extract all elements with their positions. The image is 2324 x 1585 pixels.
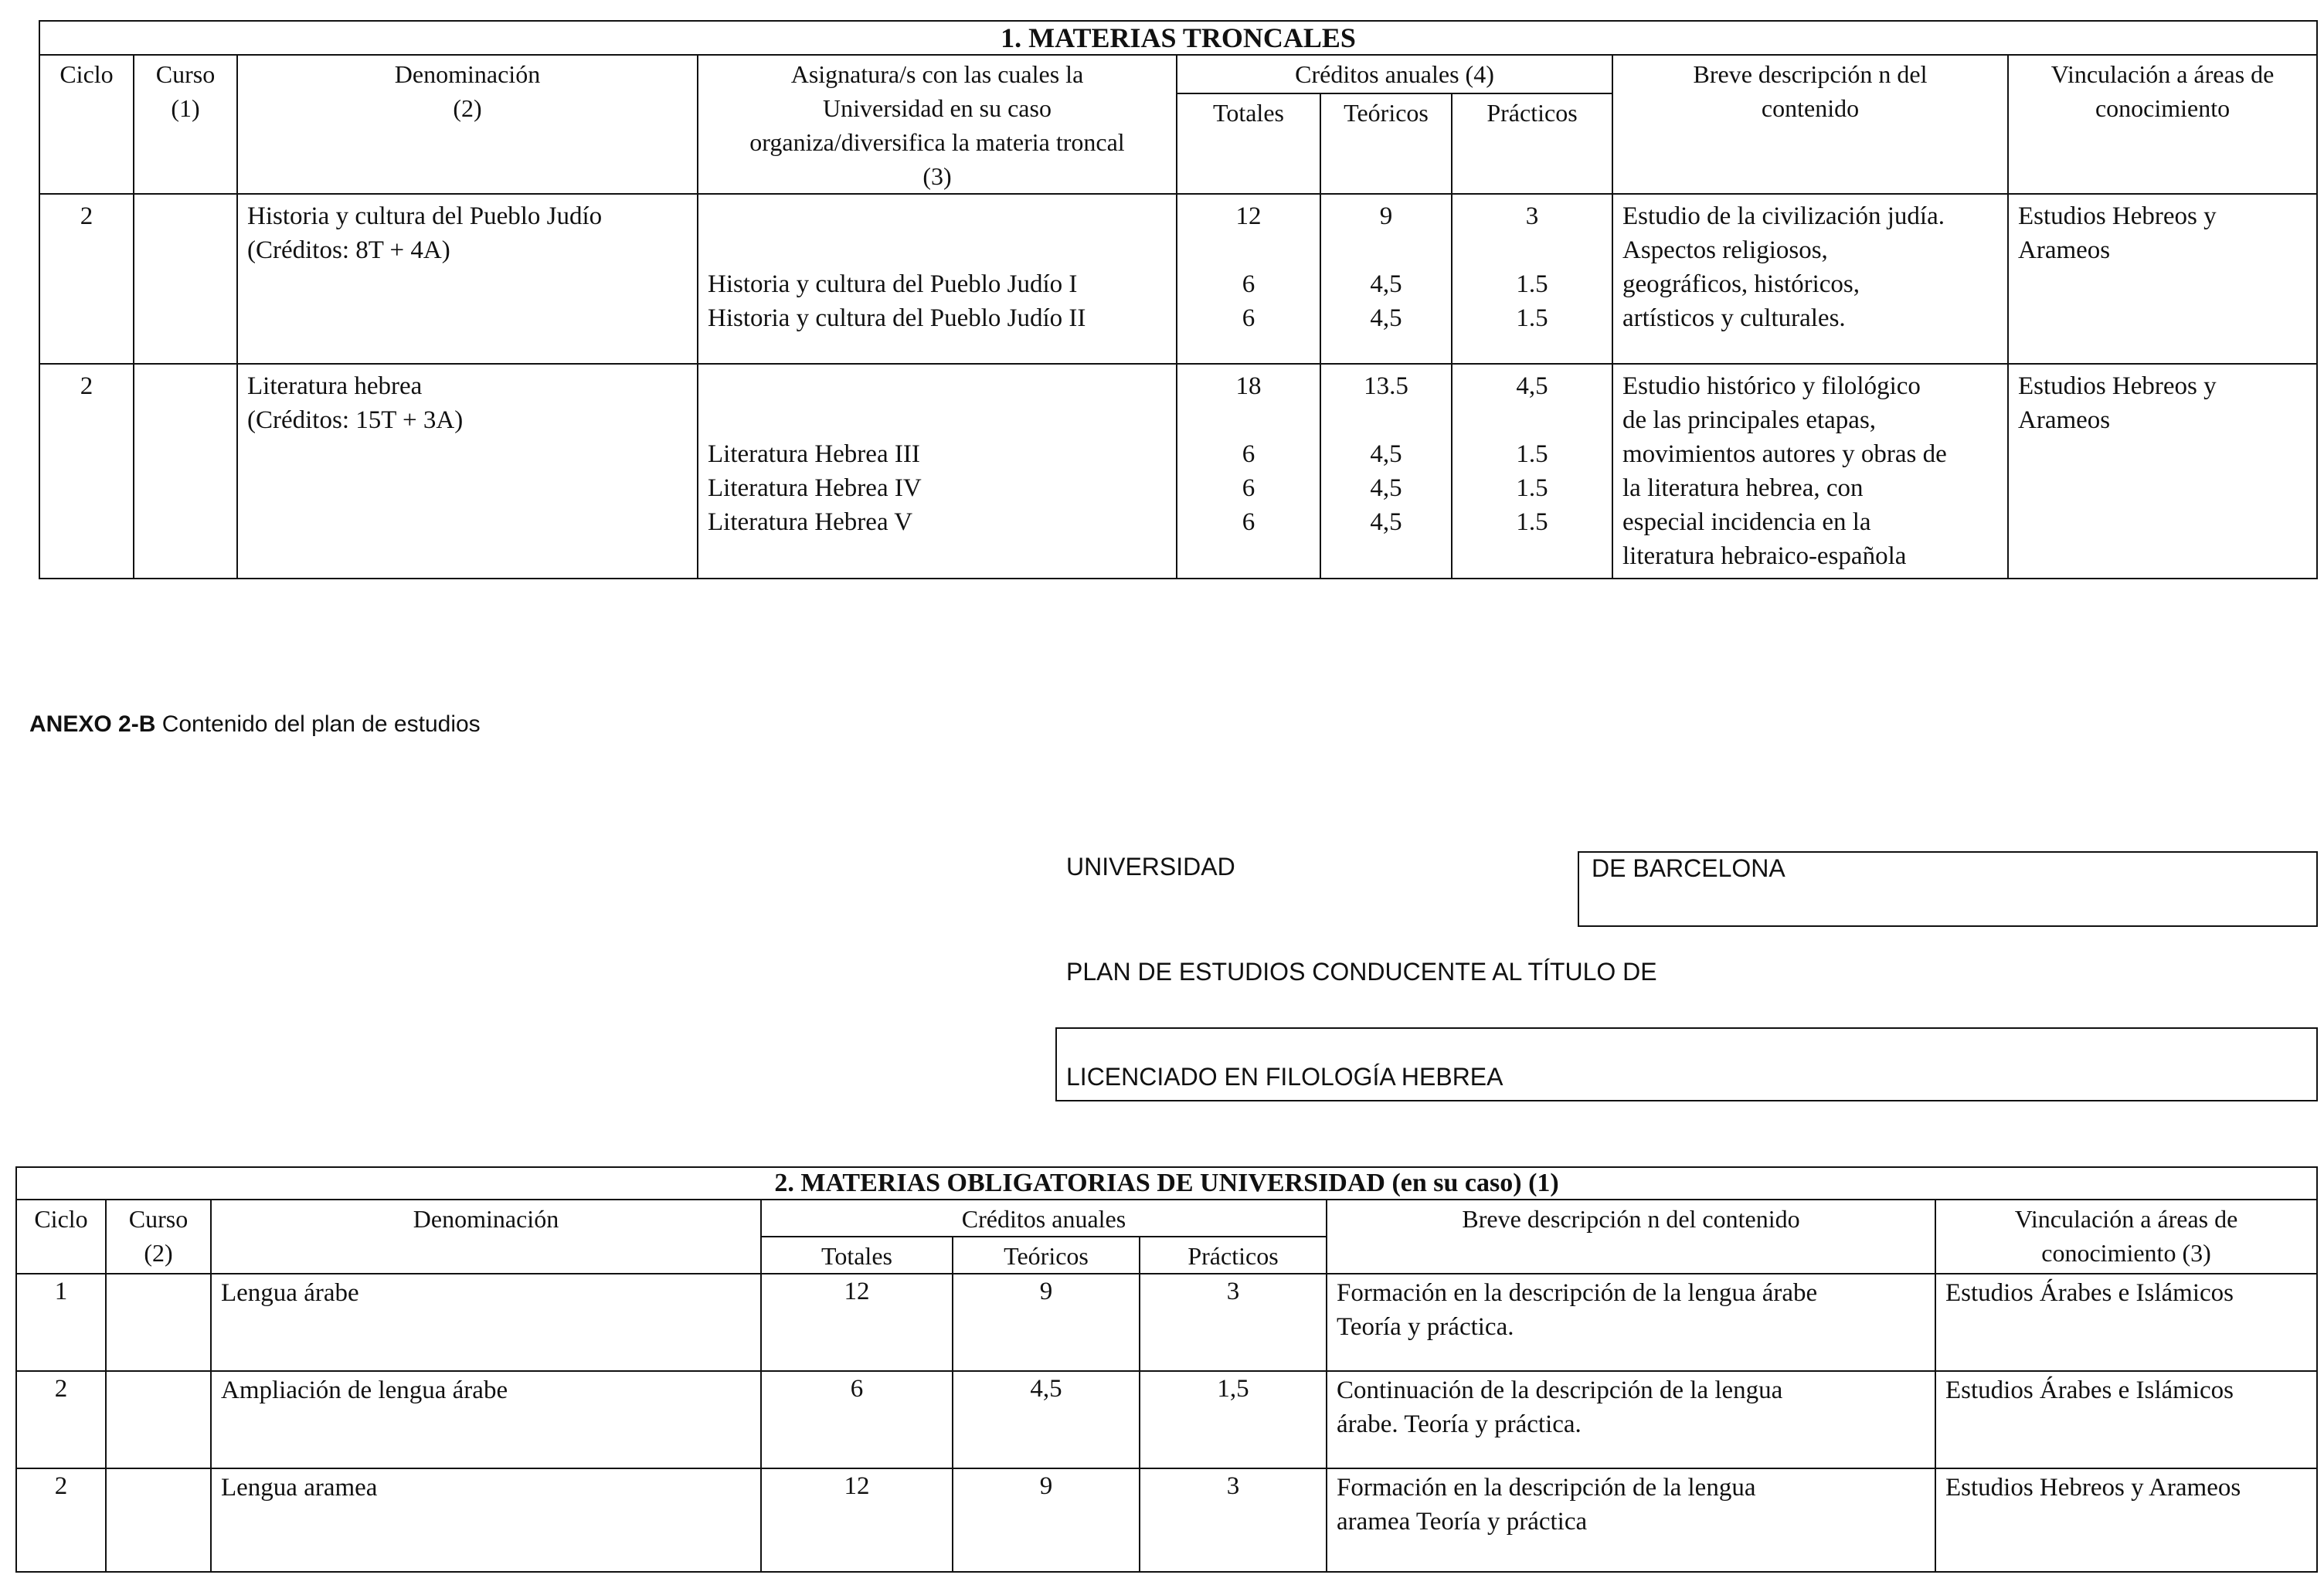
cell-descripcion: Estudio de la civilización judía. Aspectos religiosos, geográficos, históricos, artísticos y culturales. — [1612, 194, 2008, 364]
header-ciclo: Ciclo — [16, 1200, 106, 1274]
table-row — [16, 1468, 2317, 1572]
table-row — [39, 194, 2317, 364]
cell-ciclo: 1 — [16, 1274, 106, 1371]
cell-curso — [106, 1468, 211, 1572]
header-ciclo: Ciclo — [39, 55, 134, 194]
header-practicos: Prácticos — [1452, 93, 1612, 194]
header-teoricos: Teóricos — [953, 1237, 1140, 1274]
header-denominacion: Denominación — [211, 1200, 761, 1274]
cell-denominacion: Historia y cultura del Pueblo Judío (Créditos: 8T + 4A) — [237, 194, 698, 364]
header-totales: Totales — [761, 1237, 953, 1274]
cell-vinculacion: Estudios Árabes e Islámicos — [1935, 1274, 2317, 1371]
header-creditos-anuales: Créditos anuales — [761, 1200, 1327, 1237]
header-vinculacion: Vinculación a áreas de conocimiento (3) — [1935, 1200, 2317, 1274]
cell-teoricos: 9 — [953, 1468, 1140, 1572]
cell-curso — [106, 1274, 211, 1371]
cell-vinculacion: Estudios Hebreos y Arameos — [2008, 194, 2317, 364]
cell-descripcion: Estudio histórico y filológico de las principales etapas, movimientos autores y obras de la literatura hebrea, con especial incidencia en la literatura hebraico-española — [1612, 364, 2008, 579]
cell-practicos: 3 — [1140, 1468, 1327, 1572]
cell-ciclo: 2 — [16, 1468, 106, 1572]
plan-field — [1055, 1027, 2318, 1101]
cell-curso — [134, 364, 237, 579]
plan-value: LICENCIADO EN FILOLOGÍA HEBREA — [1066, 1063, 1503, 1091]
cell-teoricos: 9 4,5 4,5 — [1320, 194, 1452, 364]
troncales-table — [39, 20, 2318, 579]
cell-ciclo: 2 — [39, 364, 134, 579]
cell-practicos: 4,5 1.5 1.5 1.5 — [1452, 364, 1612, 579]
troncales-title: 1. MATERIAS TRONCALES — [39, 21, 2317, 55]
header-totales: Totales — [1177, 93, 1320, 194]
cell-totales: 6 — [761, 1371, 953, 1468]
annex-text: Contenido del plan de estudios — [155, 711, 481, 737]
cell-vinculacion: Estudios Hebreos y Arameos — [1935, 1468, 2317, 1572]
obligatorias-title: 2. MATERIAS OBLIGATORIAS DE UNIVERSIDAD (en su caso) (1) — [16, 1167, 2317, 1200]
plan-label: PLAN DE ESTUDIOS CONDUCENTE AL TÍTULO DE — [1066, 958, 1657, 986]
cell-asignaturas: Historia y cultura del Pueblo Judío I Historia y cultura del Pueblo Judío II — [698, 194, 1177, 364]
cell-totales: 12 — [761, 1468, 953, 1572]
cell-denominacion: Lengua árabe — [211, 1274, 761, 1371]
header-creditos-anuales: Créditos anuales (4) — [1177, 55, 1612, 93]
cell-teoricos: 9 — [953, 1274, 1140, 1371]
table-row — [16, 1274, 2317, 1371]
cell-vinculacion: Estudios Árabes e Islámicos — [1935, 1371, 2317, 1468]
universidad-label: UNIVERSIDAD — [1066, 853, 1235, 881]
cell-curso — [134, 194, 237, 364]
universidad-value: DE BARCELONA — [1592, 854, 1785, 882]
universidad-field — [1578, 851, 2318, 927]
cell-curso — [106, 1371, 211, 1468]
cell-descripcion: Formación en la descripción de la lengua aramea Teoría y práctica — [1327, 1468, 1935, 1572]
cell-vinculacion: Estudios Hebreos y Arameos — [2008, 364, 2317, 579]
header-curso: Curso (2) — [106, 1200, 211, 1274]
header-practicos: Prácticos — [1140, 1237, 1327, 1274]
header-vinculacion: Vinculación a áreas de conocimiento — [2008, 55, 2317, 194]
cell-denominacion: Lengua aramea — [211, 1468, 761, 1572]
header-denominacion: Denominación (2) — [237, 55, 698, 194]
cell-ciclo: 2 — [16, 1371, 106, 1468]
header-descripcion: Breve descripción n del contenido — [1327, 1200, 1935, 1274]
header-curso: Curso (1) — [134, 55, 237, 194]
header-asignaturas: Asignatura/s con las cuales la Universidad en su caso organiza/diversifica la materia troncal (3) — [698, 55, 1177, 194]
cell-totales: 18 6 6 6 — [1177, 364, 1320, 579]
annex-heading — [29, 709, 481, 740]
cell-practicos: 3 — [1140, 1274, 1327, 1371]
cell-teoricos: 4,5 — [953, 1371, 1140, 1468]
cell-denominacion: Ampliación de lengua árabe — [211, 1371, 761, 1468]
cell-totales: 12 6 6 — [1177, 194, 1320, 364]
cell-descripcion: Continuación de la descripción de la lengua árabe. Teoría y práctica. — [1327, 1371, 1935, 1468]
cell-ciclo: 2 — [39, 194, 134, 364]
cell-denominacion: Literatura hebrea (Créditos: 15T + 3A) — [237, 364, 698, 579]
obligatorias-table — [15, 1166, 2318, 1573]
table-row — [39, 364, 2317, 579]
cell-practicos: 1,5 — [1140, 1371, 1327, 1468]
cell-totales: 12 — [761, 1274, 953, 1371]
header-teoricos: Teóricos — [1320, 93, 1452, 194]
cell-descripcion: Formación en la descripción de la lengua árabe Teoría y práctica. — [1327, 1274, 1935, 1371]
annex-label: ANEXO 2-B — [29, 711, 156, 737]
header-descripcion: Breve descripción n del contenido — [1612, 55, 2008, 194]
cell-teoricos: 13.5 4,5 4,5 4,5 — [1320, 364, 1452, 579]
cell-asignaturas: Literatura Hebrea III Literatura Hebrea IV Literatura Hebrea V — [698, 364, 1177, 579]
cell-practicos: 3 1.5 1.5 — [1452, 194, 1612, 364]
table-row — [16, 1371, 2317, 1468]
